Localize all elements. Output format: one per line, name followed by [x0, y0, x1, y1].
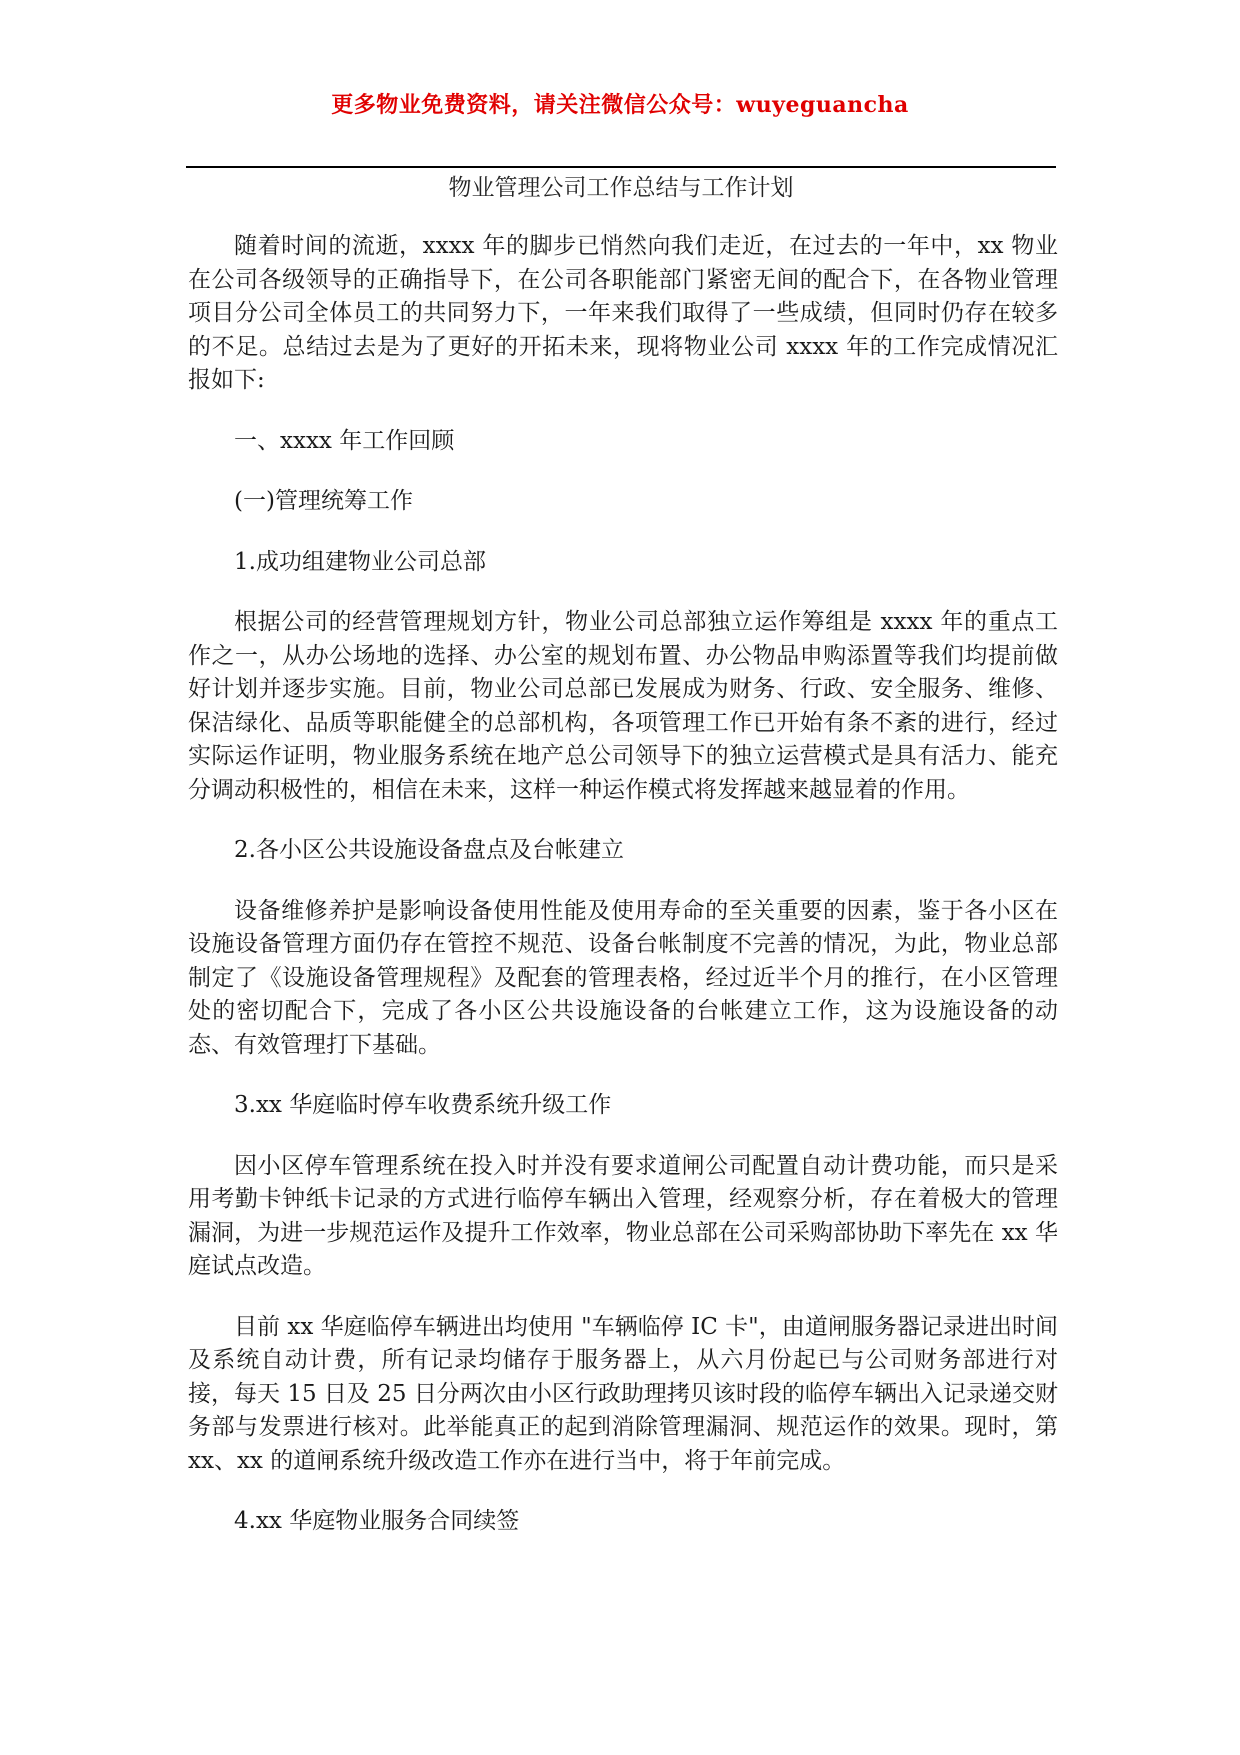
- item-heading: 4.xx 华庭物业服务合同续签: [234, 1508, 520, 1534]
- body-paragraph: 设备维修养护是影响设备使用性能及使用寿命的至关重要的因素，鉴于各小区在设施设备管理方面仍存在管控不规范、设备台帐制度不完善的情况，为此，物业总部制定了《设施设备管理规程》及配套的管理表格，经过近半个月的推行，在小区管理处的密切配合下，完成了各小区公共设施设备的台帐建立工作，这为设施设备的动态、有效管理打下基础。: [188, 897, 1058, 1058]
- section-heading: 一、xxxx 年工作回顾: [234, 427, 455, 454]
- subsection-heading: (一)管理统筹工作: [234, 488, 413, 514]
- document-body: [188, 230, 1058, 1566]
- body-paragraph: 因小区停车管理系统在投入时并没有要求道闸公司配置自动计费功能，而只是采用考勤卡钟纸卡记录的方式进行临停车辆出入管理，经观察分析，存在着极大的管理漏洞，为进一步规范运作及提升工作效率，物业总部在公司采购部协助下率先在 xx 华庭试点改造。: [188, 1152, 1058, 1279]
- header-divider: [186, 166, 1056, 168]
- document-title: 物业管理公司工作总结与工作计划: [448, 175, 794, 201]
- intro-paragraph: 随着时间的流逝，xxxx 年的脚步已悄然向我们走近，在过去的一年中，xx 物业在公司各级领导的正确指导下，在公司各职能部门紧密无间的配合下，在各物业管理项目分公司全体员工的共同努力下，一年来我们取得了一些成绩，但同时仍存在较多的不足。总结过去是为了更好的开拓未来，现将物业公司 xxxx 年的工作完成情况汇报如下:: [188, 233, 1058, 393]
- body-paragraph: 目前 xx 华庭临停车辆进出均使用 "车辆临停 IC 卡"，由道闸服务器记录进出时间及系统自动计费，所有记录均储存于服务器上，从六月份起已与公司财务部进行对接，每天 15 日及 25 日分两次由小区行政助理拷贝该时段的临停车辆出入记录递交财务部与发票进行核对。此举能真正的起到消除管理漏洞、规范运作的效果。现时，第 xx、xx 的道闸系统升级改造工作亦在进行当中，将于年前完成。: [188, 1313, 1058, 1474]
- body-paragraph: 根据公司的经营管理规划方针，物业公司总部独立运作筹组是 xxxx 年的重点工作之一，从办公场地的选择、办公室的规划布置、办公物品申购添置等我们均提前做好计划并逐步实施。目前，物业公司总部已发展成为财务、行政、安全服务、维修、保洁绿化、品质等职能健全的总部机构，各项管理工作已开始有条不紊的进行，经过实际运作证明，物业服务系统在地产总公司领导下的独立运营模式是具有活力、能充分调动积极性的，相信在未来，这样一种运作模式将发挥越来越显着的作用。: [188, 609, 1058, 803]
- item-heading: 2.各小区公共设施设备盘点及台帐建立: [234, 837, 624, 863]
- item-heading: 3.xx 华庭临时停车收费系统升级工作: [234, 1092, 612, 1118]
- promo-banner: 更多物业免费资料，请关注微信公众号：wuyeguancha: [331, 92, 909, 118]
- item-heading: 1.成功组建物业公司总部: [234, 548, 486, 575]
